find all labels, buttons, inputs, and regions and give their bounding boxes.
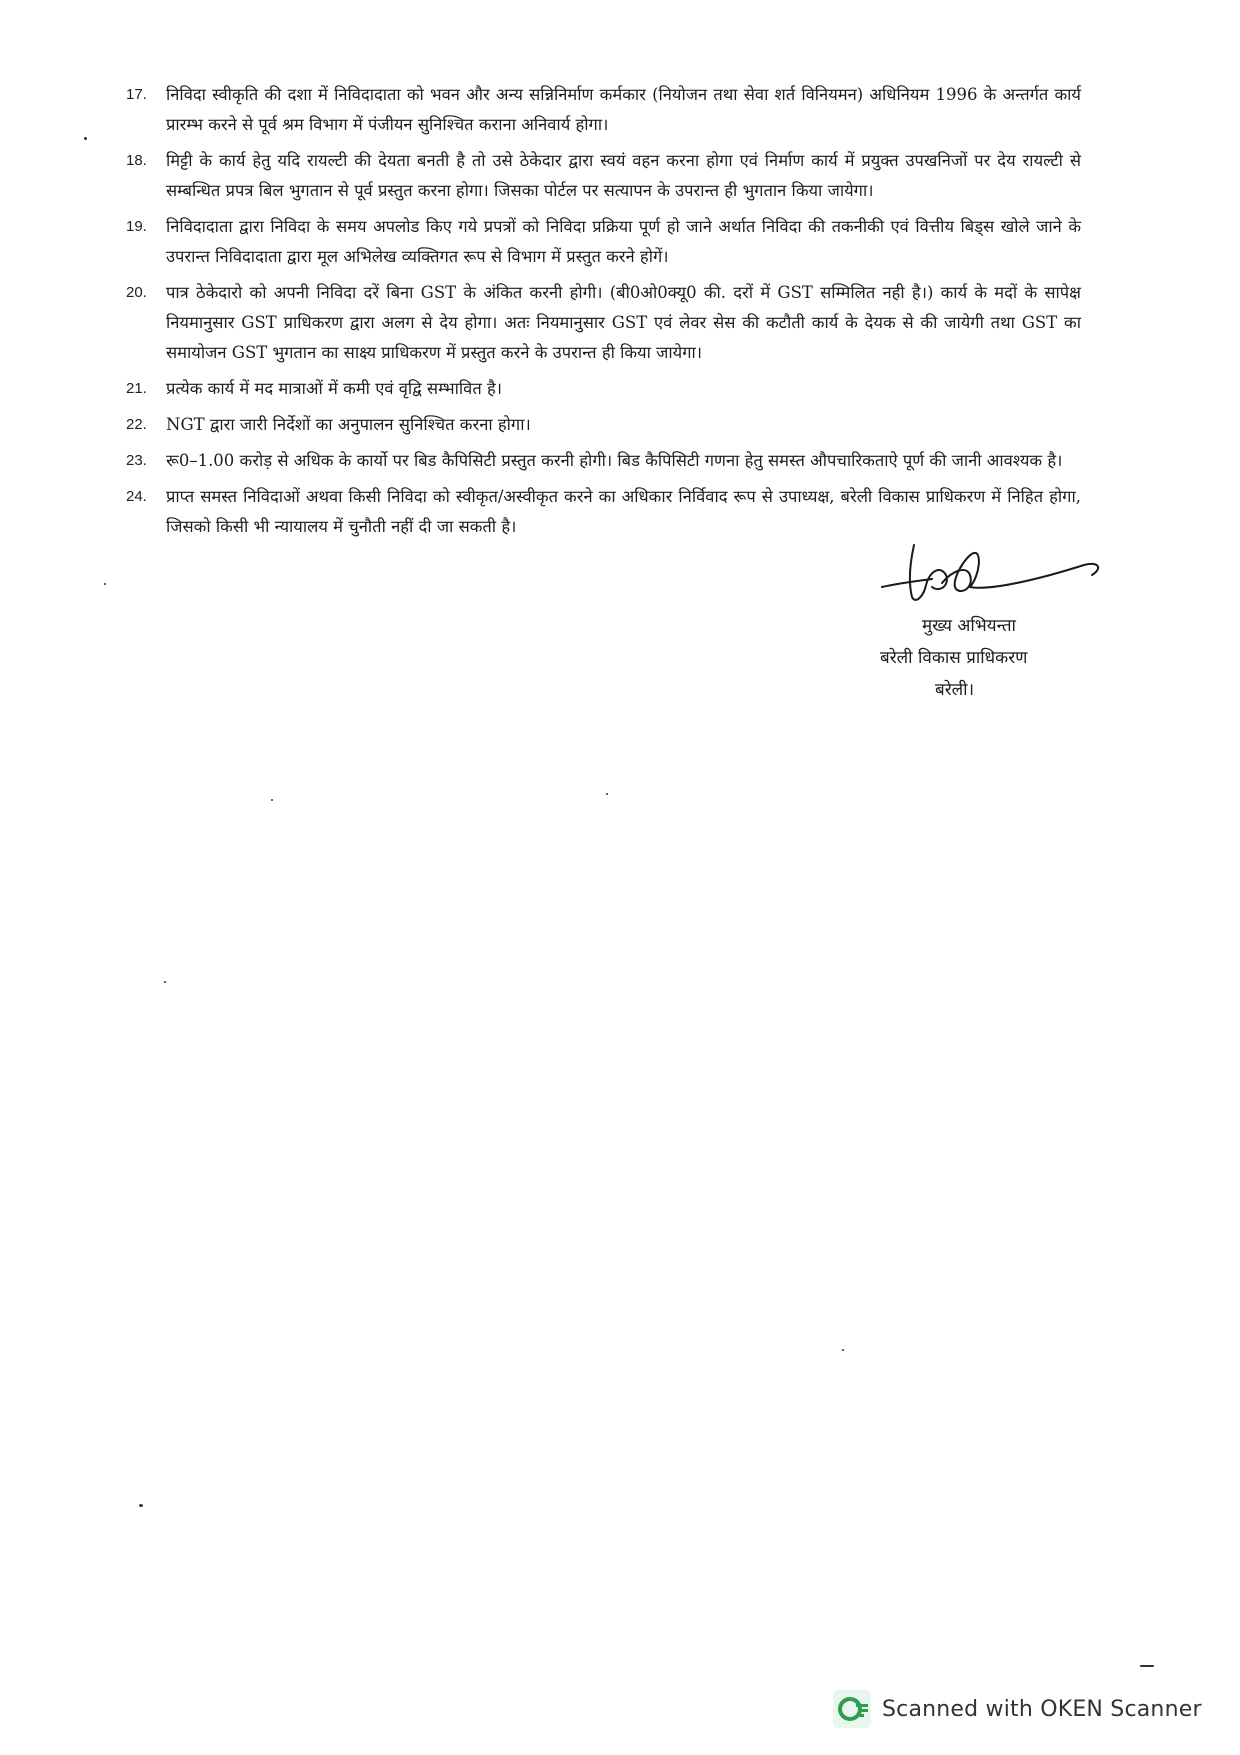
signatory-city: बरेली। (935, 680, 975, 700)
clause-text: निविदा स्वीकृति की दशा में निविदादाता को भवन और अन्य सन्निनिर्माण कर्मकार (नियोजन तथा सेवा शर्त विनियमन) अधिनियम 1996 के अन्तर्गत कार्य प्रारम्भ करने से पूर्व श्रम विभाग में पंजीयन सुनिश्चित कराना अनिवार्य होगा। (166, 85, 1081, 134)
clause-19 (126, 212, 1081, 272)
clause-number: 22. (126, 416, 147, 433)
clause-number: 17. (126, 86, 147, 103)
signatory-organization: बरेली विकास प्राधिकरण (880, 648, 1028, 668)
scan-speck (84, 137, 87, 140)
clause-text: मिट्टी के कार्य हेतु यदि रायल्टी की देयता बनती है तो उसे ठेकेदार द्वारा स्वयं वहन करना होगा एवं निर्माण कार्य में प्रयुक्त उपखनिजों पर देय रायल्टी से सम्बन्धित प्रपत्र बिल भुगतान से पूर्व प्रस्तुत करना होगा। जिसका पोर्टल पर सत्यापन के उपरान्त ही भुगतान किया जायेगा। (166, 151, 1081, 200)
clause-23 (126, 446, 1081, 476)
scanner-watermark (832, 1689, 1202, 1729)
clause-text: निविदादाता द्वारा निविदा के समय अपलोड किए गये प्रपत्रों को निविदा प्रक्रिया पूर्ण हो जाने अर्थात निविदा की तकनीकी एवं वित्तीय बिड्स खोले जाने के उपरान्त निविदादाता द्वारा मूल अभिलेख व्यक्तिगत रूप से विभाग में प्रस्तुत करने होगें। (166, 217, 1081, 266)
clause-24 (126, 482, 1081, 542)
scan-speck (271, 799, 273, 801)
scan-speck (606, 793, 608, 795)
clause-21 (126, 374, 1081, 404)
clause-list (126, 80, 1081, 548)
signature-block (850, 535, 1110, 705)
clause-number: 21. (126, 380, 147, 397)
clause-22 (126, 410, 1081, 440)
scan-speck (164, 981, 166, 983)
handwritten-signature (870, 535, 1110, 625)
clause-text: प्रत्येक कार्य में मद मात्राओं में कमी एवं वृद्वि सम्भावित है। (166, 379, 503, 398)
scan-speck (842, 1349, 844, 1351)
clause-20 (126, 278, 1081, 368)
clause-text: NGT द्वारा जारी निर्देशों का अनुपालन सुनिश्चित करना होगा। (166, 415, 531, 434)
clause-number: 23. (126, 452, 147, 469)
clause-text: प्राप्त समस्त निविदाओं अथवा किसी निविदा को स्वीकृत/अस्वीकृत करने का अधिकार निर्विवाद रूप से उपाध्यक्ष, बरेली विकास प्राधिकरण में निहित होगा, जिसको किसी भी न्यायालय में चुनौती नहीं दी जा सकती है। (166, 487, 1081, 536)
signatory-designation: मुख्य अभियन्ता (922, 616, 1016, 636)
scan-speck (1140, 1665, 1154, 1667)
scan-speck (139, 1504, 143, 1507)
scan-speck (104, 583, 106, 585)
clause-text: पात्र ठेकेदारो को अपनी निविदा दरें बिना GST के अंकित करनी होगी। (बी0ओ0क्यू0 की. दरों में GST सम्मिलित नही है।) कार्य के मदों के सापेक्ष नियमानुसार GST प्राधिकरण द्वारा अलग से देय होगा। अतः नियमानुसार GST एवं लेवर सेस की कटौती कार्य के देयक से की जायेगी तथा GST का समायोजन GST भुगतान का साक्ष्य प्राधिकरण में प्रस्तुत करने के उपरान्त ही किया जायेगा। (166, 283, 1081, 362)
scanner-watermark-text: Scanned with OKEN Scanner (882, 1696, 1202, 1722)
clause-number: 20. (126, 284, 147, 301)
clause-17 (126, 80, 1081, 140)
clause-text: रू0–1.00 करोड़ से अधिक के कार्यो पर बिड कैपिसिटी प्रस्तुत करनी होगी। बिड कैपिसिटी गणना हेतु समस्त औपचारिकताऐ पूर्ण की जानी आवश्यक है। (166, 451, 1063, 470)
clause-number: 24. (126, 488, 147, 505)
clause-number: 18. (126, 152, 147, 169)
clause-number: 19. (126, 218, 147, 235)
clause-18 (126, 146, 1081, 206)
oken-scanner-logo-icon (832, 1689, 872, 1729)
